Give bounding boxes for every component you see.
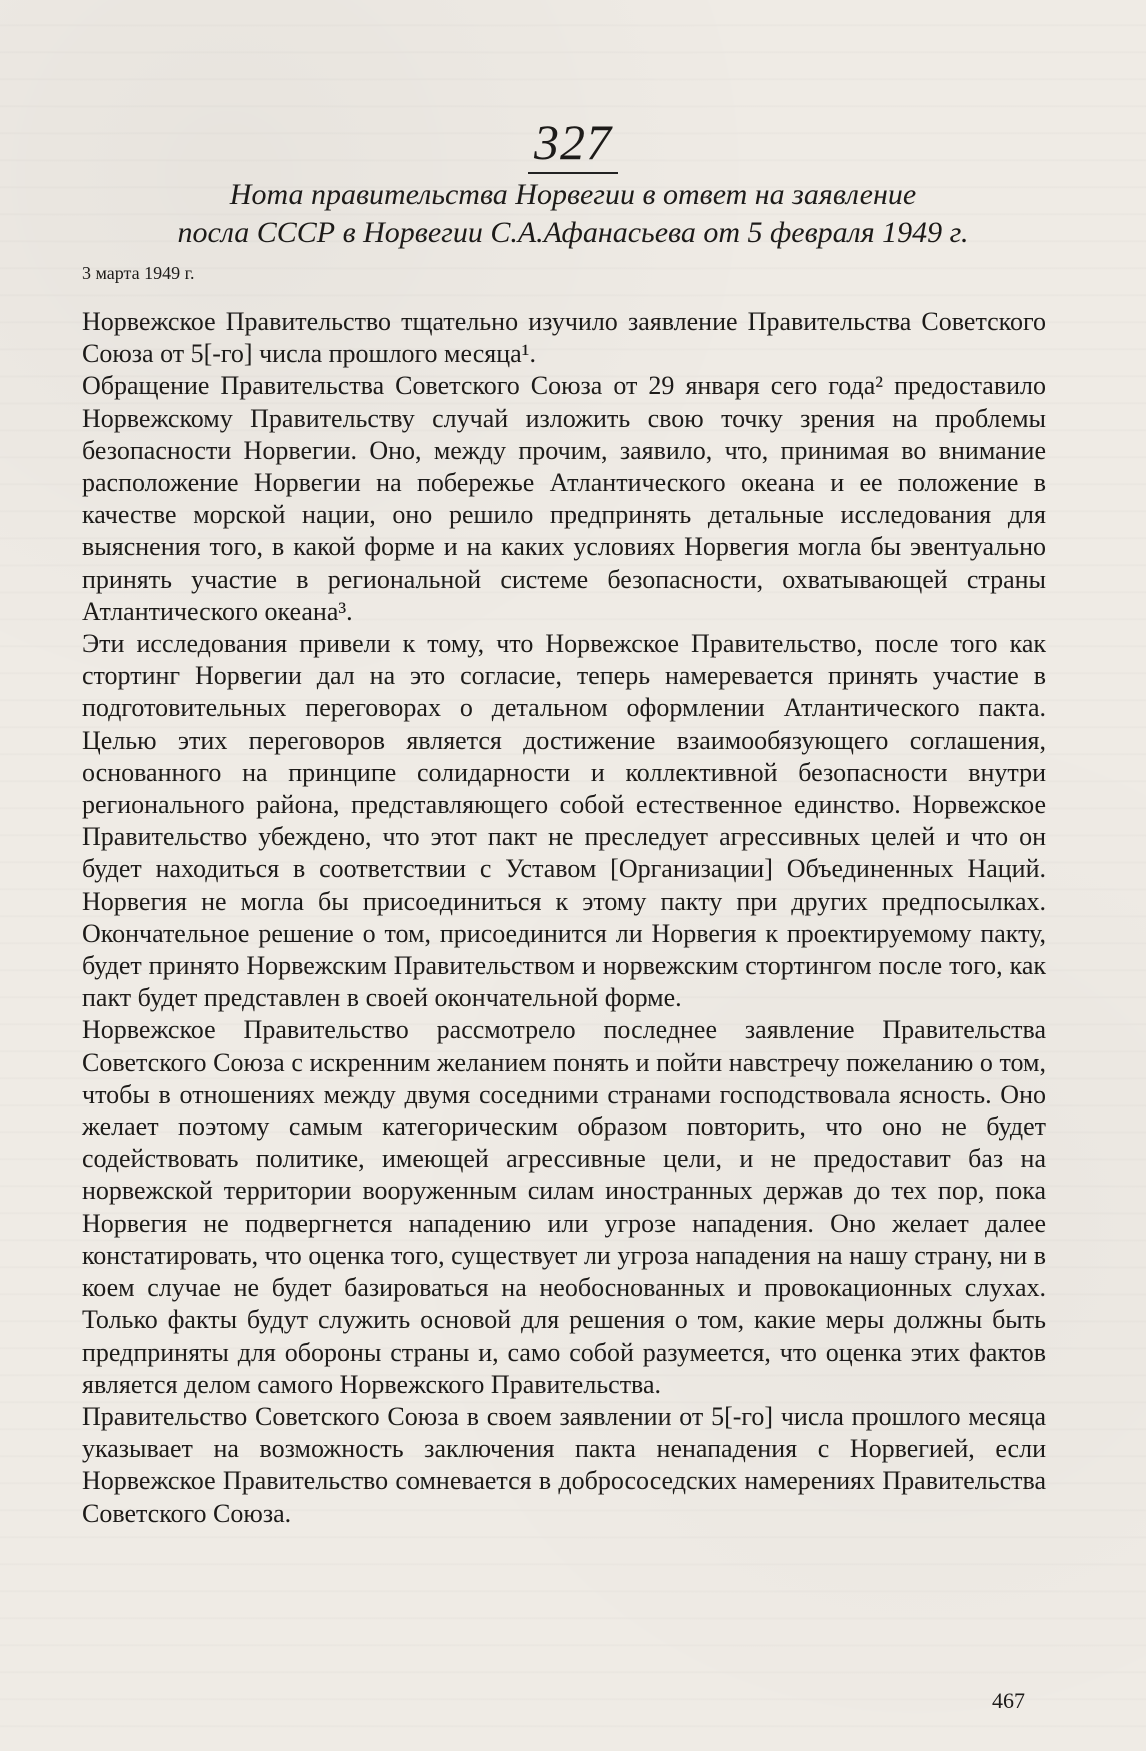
document-title <box>80 176 1066 252</box>
paragraph-1: Норвежское Правительство тщательно изучило заявление Правительства Советского Союза от 5[-го] числа прошлого месяца¹. <box>82 307 1046 369</box>
document-number <box>0 113 1146 174</box>
paragraph-2: Обращение Правительства Советского Союза от 29 января сего года² предоставило Норвежскому Правительству случай изложить свою точку зрения на проблемы безопасности Норвегии. Оно, между прочим, заявило, что, принимая во внимание расположение Норвегии на побережье Атлантического океана и ее положение в качестве морской нации, оно решило предпринять детальные исследования для выяснения того, в какой форме и на каких условиях Норвегия могла бы эвентуально принять участие в региональной системе безопасности, охватывающей страны Атлантического океана³. <box>82 371 1046 626</box>
title-line-2: посла СССР в Норвегии С.А.Афанасьева от 5 февраля 1949 г. <box>177 216 969 249</box>
paragraph-5: Правительство Советского Союза в своем заявлении от 5[-го] числа прошлого месяца указывает на возможность заключения пакта ненападения с Норвегией, если Норвежское Правительство сомневается в добрососедских намерениях Правительства Советского Союза. <box>82 1401 1046 1528</box>
paragraph-3: Эти исследования привели к тому, что Норвежское Правительство, после того как стортинг Норвегии дал на это согласие, теперь намеревается принять участие в подготовительных переговорах о детальном оформлении Атлантического пакта. Целью этих переговоров является достижение взаимообязующего соглашения, основанного на принципе солидарности и коллективной безопасности внутри регионального района, представляющего собой естественное единство. Норвежское Правительство убеждено, что этот пакт не преследует агрессивных целей и что он будет находиться в соответствии с Уставом [Организации] Объединенных Наций. Норвегия не могла бы присоединиться к этому пакту при других предпосылках. Окончательное решение о том, присоединится ли Норвегия к проектируемому пакту, будет принято Норвежским Правительством и норвежским стортингом после того, как пакт будет представлен в своей окончательной форме. <box>82 629 1046 1013</box>
document-date: 3 марта 1949 г. <box>82 263 195 283</box>
document-number-text: 327 <box>528 113 618 174</box>
document-body <box>82 306 1046 1530</box>
page-number: 467 <box>992 1688 1025 1713</box>
paragraph-4: Норвежское Правительство рассмотрело последнее заявление Правительства Советского Союза с искренним желанием понять и пойти навстречу пожеланию о том, чтобы в отношениях между двумя соседними странами господствовала ясность. Оно желает поэтому самым категорическим образом повторить, что оно не будет содействовать политике, имеющей агрессивные цели, и не предоставит баз на норвежской территории вооруженным силам иностранных держав до тех пор, пока Норвегия не подвергнется нападению или угрозе нападения. Оно желает далее констатировать, что оценка того, существует ли угроза нападения на нашу страну, ни в коем случае не будет базироваться на необоснованных и провокационных слухах. Только факты будут служить основой для решения о том, какие меры должны быть предприняты для обороны страны и, само собой разумеется, что оценка этих фактов является делом самого Норвежского Правительства. <box>82 1015 1046 1399</box>
title-line-1: Нота правительства Норвегии в ответ на заявление <box>229 178 917 211</box>
